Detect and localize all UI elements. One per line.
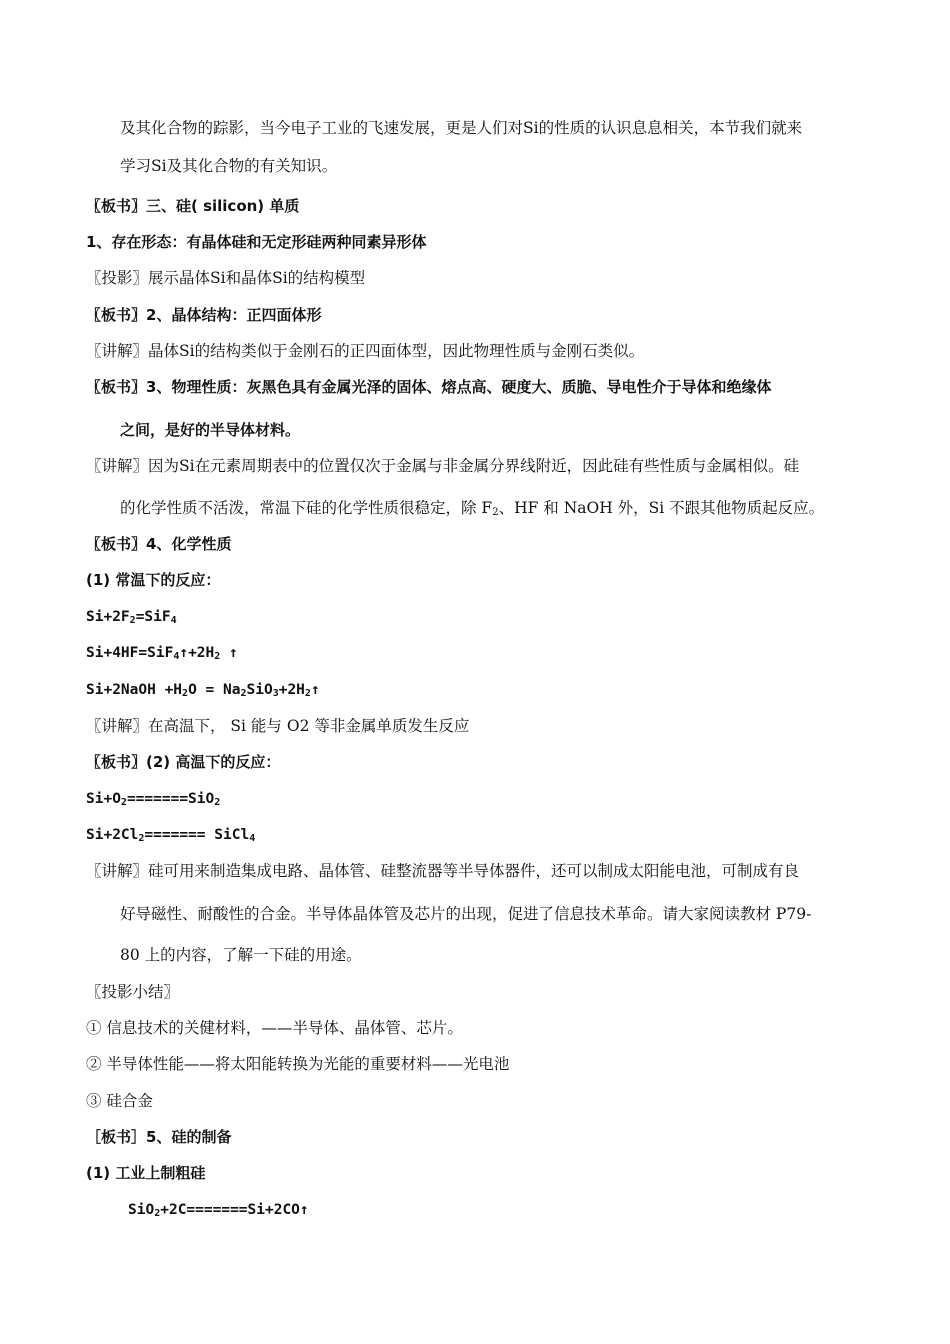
subsection-heading: 〖板书〗(2) 高温下的反应： <box>86 753 281 771</box>
subsection-heading: 〖板书〗3、物理性质：灰黑色具有金属光泽的固体、熔点高、硬度大、质脆、导电性介于导体和绝缘体 <box>86 378 772 396</box>
equation: SiO$_2$+2C=======Si+2CO↑ <box>128 1202 309 1219</box>
equation: $Si+2Cl_2=======$ SiCl$_4$ <box>86 827 256 844</box>
subsection-heading-cont: 之间，是好的半导体材料。 <box>120 421 301 439</box>
explanation-line: 〖讲解〗在高温下， Si 能与 O2 等非金属单质发生反应 <box>86 717 470 735</box>
subsection-heading: 〖板书〗4、化学性质 <box>86 535 232 553</box>
explanation-line-cont: 80 上的内容，了解一下硅的用途。 <box>120 946 362 964</box>
paragraph-line: 及其化合物的踪影，当今电子工业的飞速发展，更是人们对Si的性质的认识息息相关，本节我们就来 <box>120 119 803 137</box>
explanation-line-cont: 好导磁性、耐酸性的合金。半导体晶体管及芯片的出现，促进了信息技术革命。请大家阅读教材 P79- <box>120 905 812 923</box>
equation: $Si+O_2=======SiO_2$ <box>86 791 221 808</box>
list-item: ① 信息技术的关健材料，——半导体、晶体管、芯片。 <box>86 1019 463 1037</box>
equation: Si+2NaOH $+H_2O$ = $Na_2SiO_3+2H_2↑$ <box>86 682 320 699</box>
section-heading: 〖板书〗三、硅( silicon) 单质 <box>86 197 300 215</box>
paragraph-line: 学习Si及其化合物的有关知识。 <box>120 157 338 175</box>
subsection-heading: 〖板书〗2、晶体结构：正四面体形 <box>86 306 322 324</box>
explanation-line: 〖讲解〗晶体Si的结构类似于金刚石的正四面体型，因此物理性质与金刚石类似。 <box>86 342 645 360</box>
subsection-heading: ［板书］5、硅的制备 <box>86 1128 232 1146</box>
list-item: ③ 硅合金 <box>86 1092 153 1110</box>
projection-note: 〖投影〗展示晶体Si和晶体Si的结构模型 <box>86 269 366 287</box>
subsection-heading: 1、存在形态：有晶体硅和无定形硅两种同素异形体 <box>86 233 427 251</box>
explanation-line: 〖讲解〗硅可用来制造集成电路、晶体管、硅整流器等半导体器件，还可以制成太阳能电池，可制成有良 <box>86 862 800 880</box>
projection-summary-heading: 〖投影小结〗 <box>86 983 180 1001</box>
subsection-heading: (1) 常温下的反应： <box>86 571 221 589</box>
equation: $Si+2F_2=SiF_4$ <box>86 609 177 626</box>
equation: $Si+4HF=SiF_4↑+2H_2$ ↑ <box>86 645 238 662</box>
list-item: ② 半导体性能——将太阳能转换为光能的重要材料——光电池 <box>86 1055 510 1073</box>
explanation-line: 〖讲解〗因为Si在元素周期表中的位置仅次于金属与非金属分界线附近，因此硅有些性质与金属相似。硅 <box>86 457 800 475</box>
subsection-heading: (1) 工业上制粗硅 <box>86 1164 206 1182</box>
explanation-line-cont: 的化学性质不活泼，常温下硅的化学性质很稳定，除 $F_2$、HF 和 NaOH 外，Si 不跟其他物质起反应。 <box>120 499 825 518</box>
